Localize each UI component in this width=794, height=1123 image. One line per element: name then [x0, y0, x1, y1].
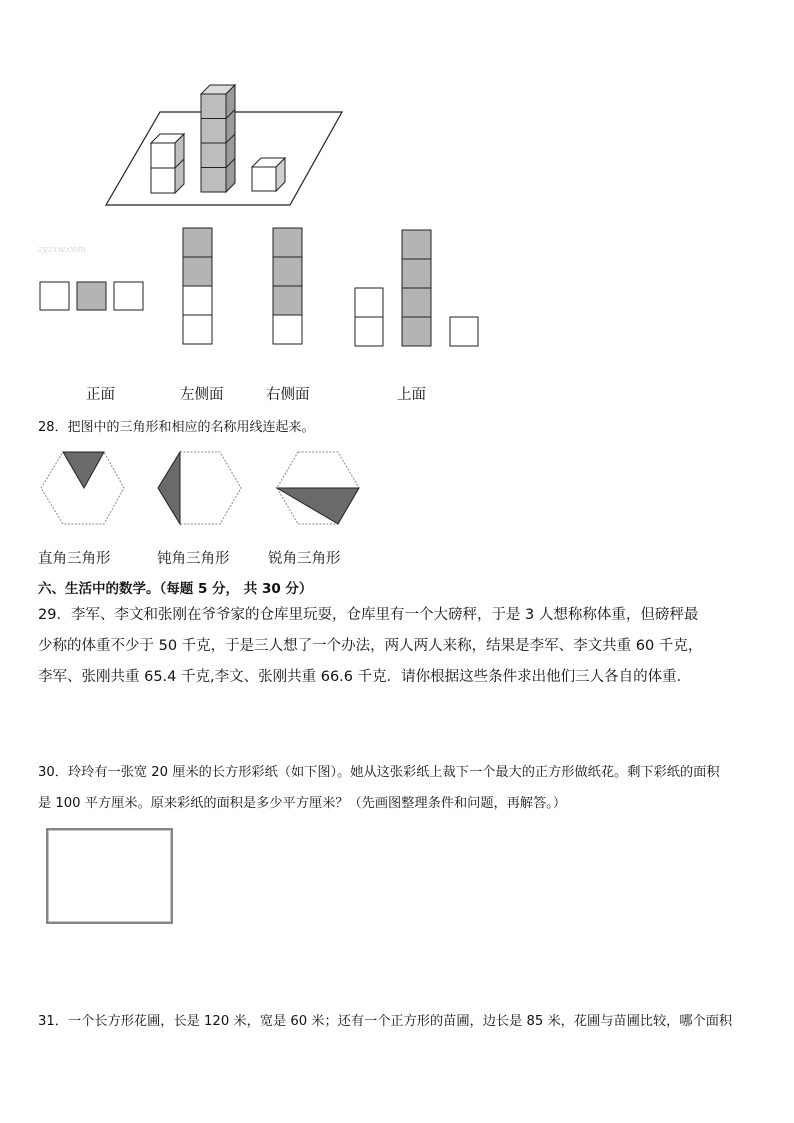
name-obtuse-triangle: 钝角三角形: [157, 551, 230, 567]
watermark-text: zyzxw.com: [38, 245, 87, 255]
q28-prompt: 28．把图中的三角形和相应的名称用线连起来。: [38, 420, 315, 435]
label-top: 上面: [397, 387, 426, 403]
label-right-side: 右侧面: [266, 387, 310, 403]
name-acute-triangle: 锐角三角形: [268, 551, 341, 567]
name-right-triangle: 直角三角形: [38, 551, 111, 567]
q29-line-3: 李军、张刚共重 65.4 千克,李文、张刚共重 66.6 千克．请你根据这些条件求出他们三人各自的体重．: [38, 669, 692, 685]
label-left-side: 左侧面: [180, 387, 224, 403]
q31-line-1: 31．一个长方形花圃，长是 120 米，宽是 60 米；还有一个正方形的苗圃，边长是 85 米，花圃与苗圃比较，哪个面积: [38, 1014, 733, 1029]
q29-line-2: 少称的体重不少于 50 千克，于是三人想了一个办法，两人两人来称，结果是李军、李文共重 60 千克，: [38, 638, 703, 654]
label-front: 正面: [86, 387, 115, 403]
q29-line-1: 29．李军、李文和张刚在爷爷家的仓库里玩耍，仓库里有一个大磅秤，于是 3 人想称称体重，但磅秤最: [38, 607, 699, 623]
section-6-heading: 六、生活中的数学。（每题 5 分， 共 30 分）: [38, 581, 313, 597]
q30-line-1: 30．玲玲有一张宽 20 厘米的长方形彩纸（如下图）。她从这张彩纸上裁下一个最大的正方形做纸花。剩下彩纸的面积: [38, 765, 720, 780]
q30-line-2: 是 100 平方厘米。原来彩纸的面积是多少平方厘米？（先画图整理条件和问题，再解答。）: [38, 796, 567, 811]
